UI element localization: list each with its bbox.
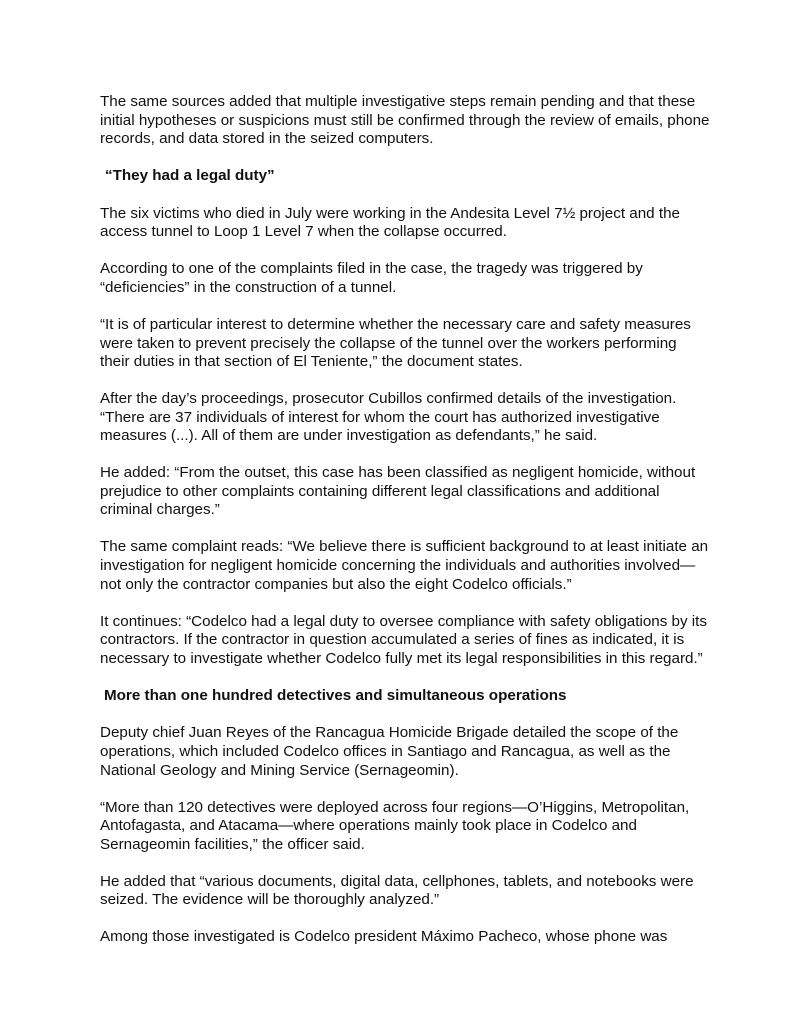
- paragraph-prosecutor-cubillos: After the day’s proceedings, prosecutor Cubillos confirmed details of the investigation. “There are 37 individuals of interest for whom the court has authorized investigative measures (...). All of them are under investigation as defendants,” he said.: [100, 390, 677, 445]
- paragraph-120-detectives: “More than 120 detectives were deployed across four regions—O’Higgins, Metropolitan, Antofagasta, and Atacama—where operations mainly took place in Codelco and Sernageomin facilities,” the officer said.: [100, 798, 690, 853]
- paragraph-safety-measures-quote: “It is of particular interest to determine whether the necessary care and safety measures were taken to prevent precisely the collapse of the tunnel over the workers performing their duties in that section of El Teniente,” the document states.: [100, 315, 691, 371]
- paragraph-complaint-reads: The same complaint reads: “We believe there is sufficient background to at least initiate an investigation for negligent homicide concerning the individuals and authorities involved—not only the contractor companies but also the eight Codelco officials.”: [100, 538, 709, 593]
- paragraph-complaint-deficiencies: According to one of the complaints filed in the case, the tragedy was triggered by “deficiencies” in the construction of a tunnel.: [100, 260, 643, 296]
- section-heading-legal-duty: “They had a legal duty”: [105, 167, 275, 185]
- document-page: [100, 93, 710, 965]
- paragraph-evidence-seized: He added that “various documents, digital data, cellphones, tablets, and notebooks were seized. The evidence will be thoroughly analyzed.”: [100, 872, 694, 909]
- section-heading-detectives: More than one hundred detectives and simultaneous operations: [104, 686, 567, 704]
- paragraph-negligent-homicide: He added: “From the outset, this case has been classified as negligent homicide, without prejudice to other complaints containing different legal classifications and additional criminal charges.”: [100, 464, 696, 519]
- paragraph-president-pacheco: Among those investigated is Codelco president Máximo Pacheco, whose phone was: [100, 928, 668, 946]
- paragraph-six-victims: The six victims who died in July were working in the Andesita Level 7½ project and the access tunnel to Loop 1 Level 7 when the collapse occurred.: [100, 204, 680, 241]
- paragraph-deputy-chief-reyes: Deputy chief Juan Reyes of the Rancagua Homicide Brigade detailed the scope of the operations, which included Codelco offices in Santiago and Rancagua, as well as the National Geology and Mining Service (Sernageomin).: [100, 724, 679, 779]
- paragraph-codelco-legal-duty: It continues: “Codelco had a legal duty to oversee compliance with safety obligations by its contractors. If the contractor in question accumulated a series of fines as indicated, it is necessary to investigate whether Codelco fully met its legal responsibilities in this regard.”: [100, 612, 707, 667]
- paragraph-pending-steps: The same sources added that multiple investigative steps remain pending and that these initial hypotheses or suspicions must still be confirmed through the review of emails, phone records, and data stored in the seized computers.: [100, 93, 710, 148]
